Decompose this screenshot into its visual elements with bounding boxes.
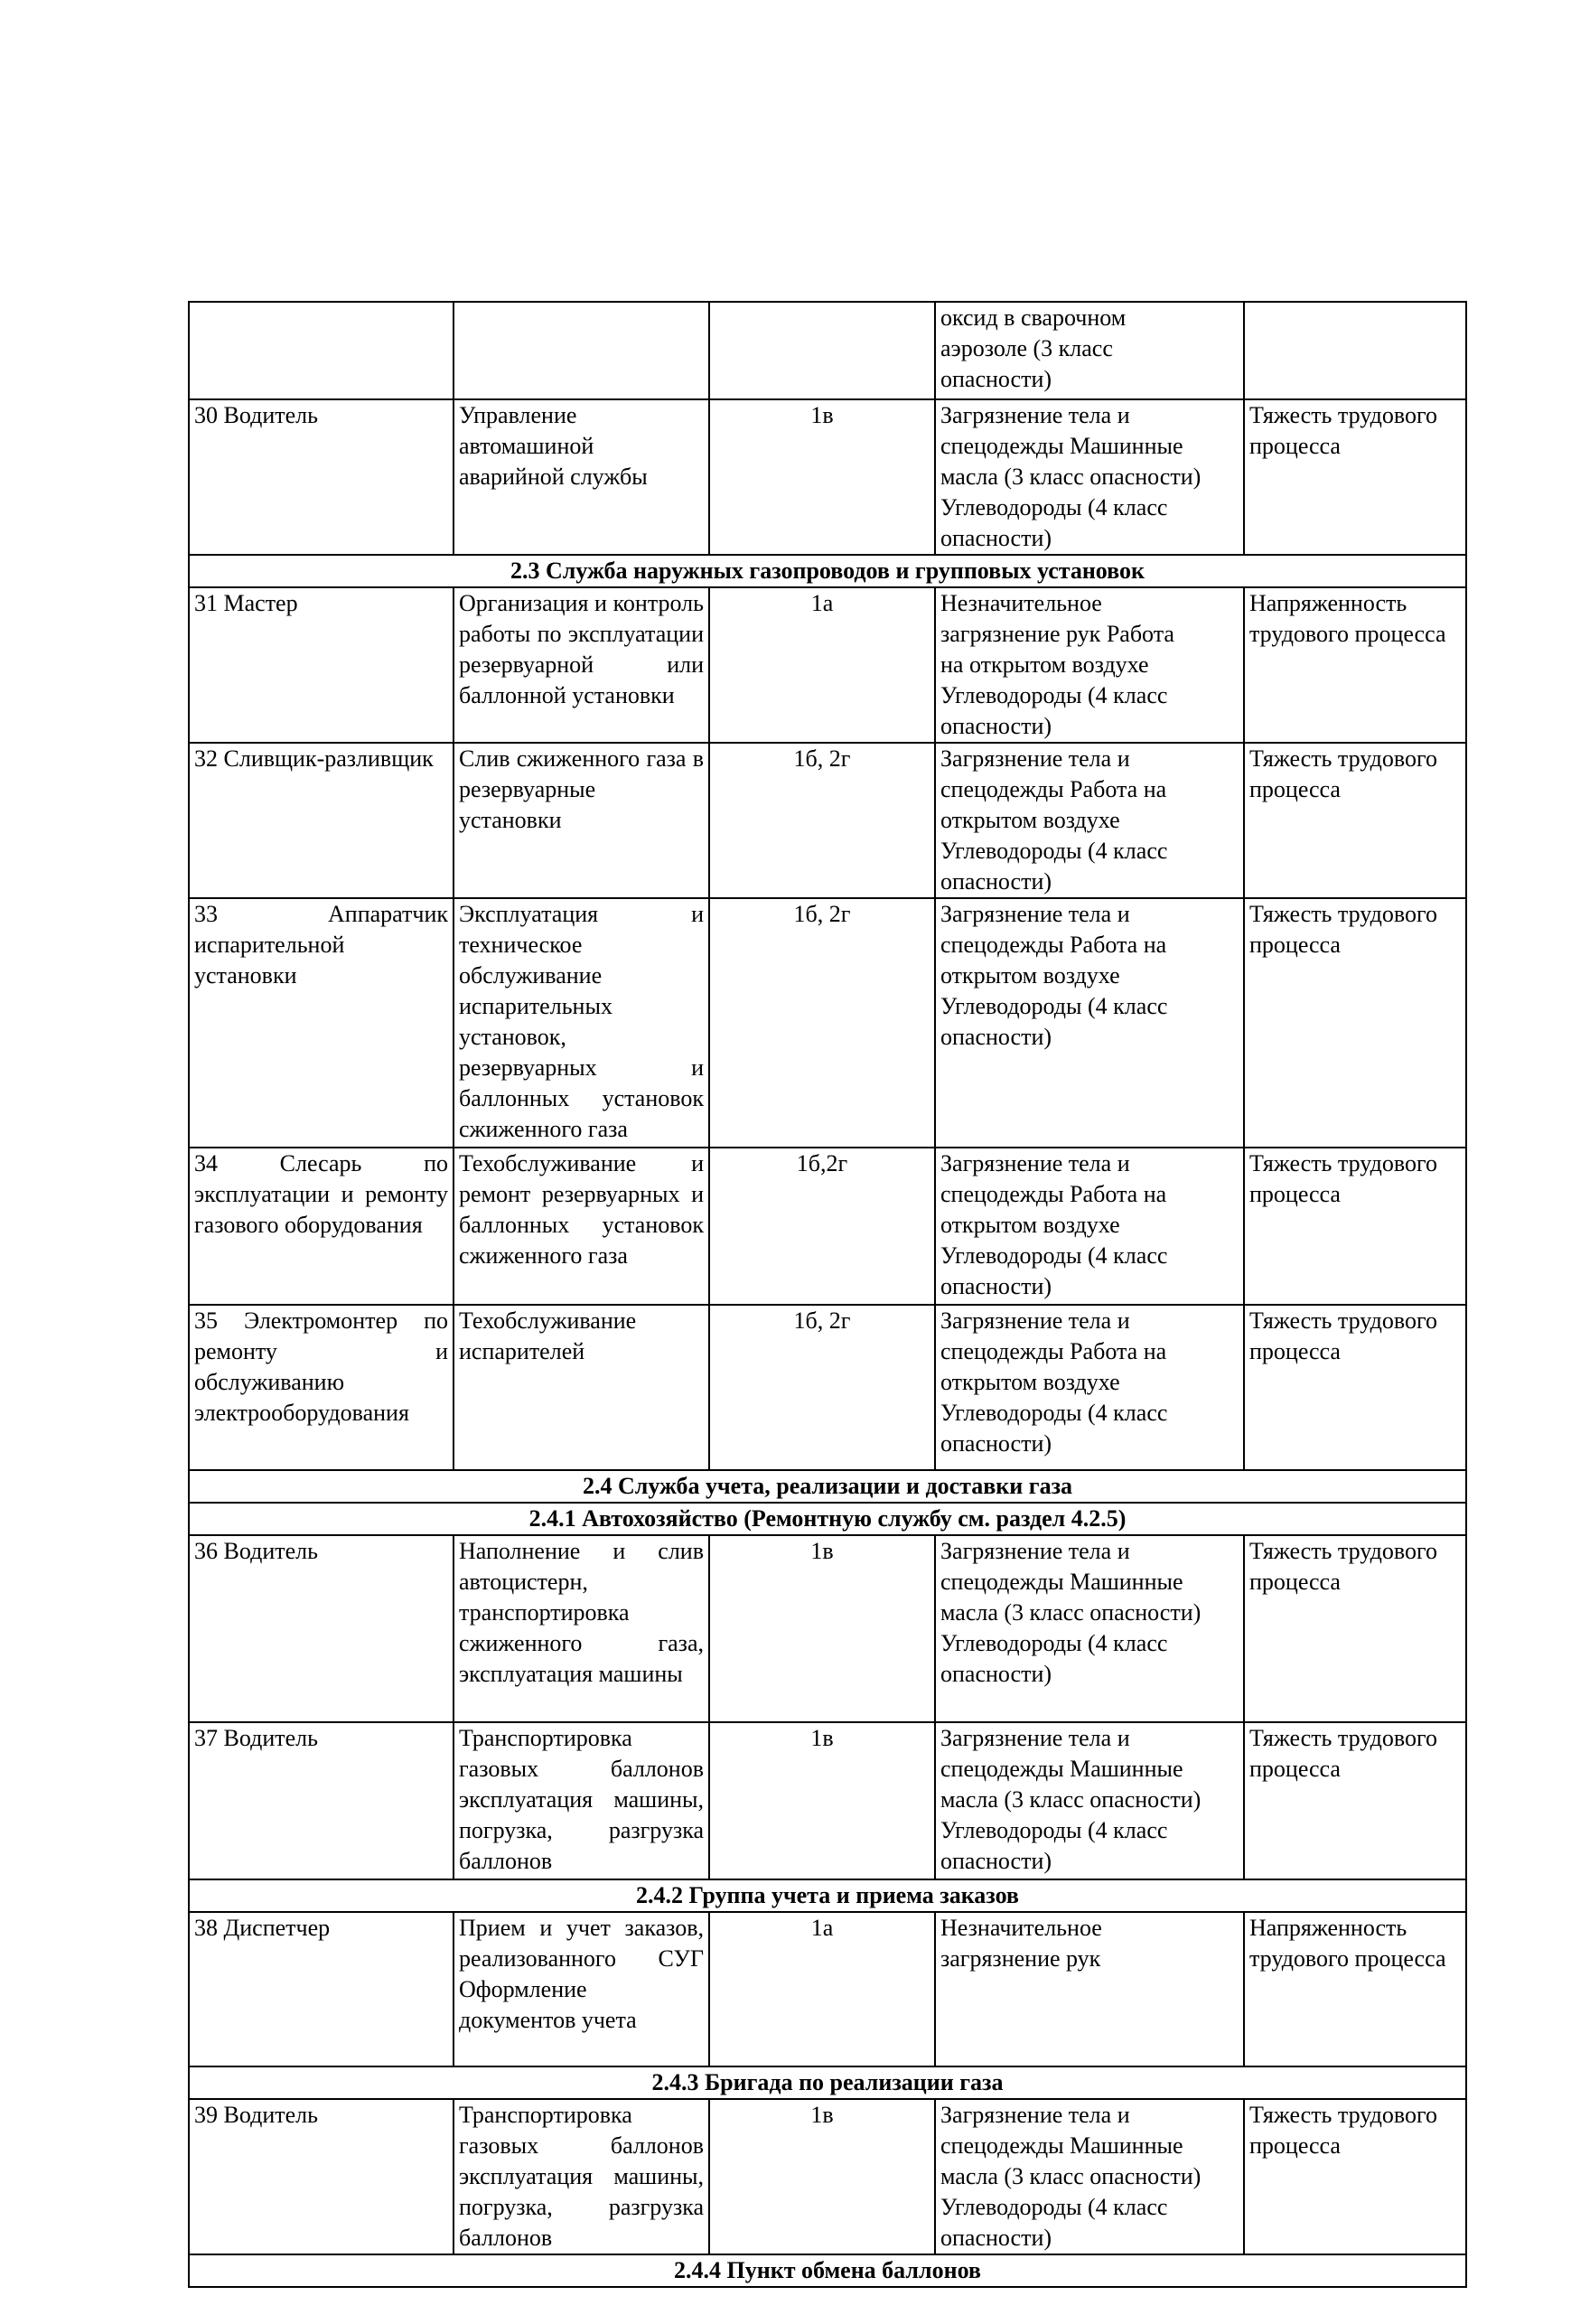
- harmful-factor-line: Загрязнение тела и: [940, 1307, 1130, 1334]
- harmful-factor-line: Загрязнение тела и: [940, 745, 1130, 772]
- harmful-factors-cell: [935, 1912, 1244, 2066]
- table-row: [189, 743, 1466, 898]
- work-type-cell: Организация и контроль работы по эксплуатации резервуарной или баллонной установки: [454, 587, 709, 743]
- harmful-factor-line: опасности): [940, 1273, 1052, 1299]
- section-heading: 2.3 Служба наружных газопроводов и групповых установок: [189, 555, 1466, 587]
- section-heading: 2.4.2 Группа учета и приема заказов: [189, 1879, 1466, 1912]
- table-row: [189, 1535, 1466, 1722]
- harmful-factor-line: Незначительное: [940, 590, 1102, 616]
- harmful-factor-line: спецодежды Машинные: [940, 2132, 1183, 2159]
- profession-cell: 30 Водитель: [189, 399, 454, 555]
- harmful-factor-line: опасности): [940, 1430, 1052, 1457]
- class-code-cell: 1б,2г: [709, 1148, 935, 1305]
- harmful-factor-line: аэрозоле (3 класс: [940, 335, 1113, 361]
- work-type-cell: Техобслуживание испарителей: [454, 1305, 709, 1470]
- harmful-factor-line: масла (3 класс опасности): [940, 2163, 1202, 2189]
- harmful-factor-line: спецодежды Работа на: [940, 932, 1167, 958]
- harmful-factor-line: Углеводороды (4 класс: [940, 1630, 1168, 1656]
- profession-cell: 35 Электромонтер по ремонту и обслуживанию электрооборудования: [189, 1305, 454, 1470]
- section-heading: 2.4.1 Автохозяйство (Ремонтную службу см. раздел 4.2.5): [189, 1503, 1466, 1535]
- harmful-factor-line: открытом воздухе: [940, 1212, 1120, 1238]
- section-heading-row: [189, 2254, 1466, 2287]
- class-code-cell: 1а: [709, 587, 935, 743]
- labor-process-cell: Напряженность трудового процесса: [1244, 1912, 1466, 2066]
- harmful-factor-line: опасности): [940, 525, 1052, 551]
- work-type-cell: Техобслуживание и ремонт резервуарных и баллонных установок сжиженного газа: [454, 1148, 709, 1305]
- harmful-factors-cell: [935, 587, 1244, 743]
- labor-process-cell: Тяжесть трудового процесса: [1244, 1535, 1466, 1722]
- class-code-cell: 1б, 2г: [709, 1305, 935, 1470]
- work-type-cell: Транспортировка газовых баллонов эксплуатация машины, погрузка, разгрузка баллонов: [454, 1722, 709, 1879]
- harmful-factor-line: открытом воздухе: [940, 1369, 1120, 1395]
- harmful-factor-line: Углеводороды (4 класс: [940, 993, 1168, 1019]
- profession-cell: 36 Водитель: [189, 1535, 454, 1722]
- labor-process-cell: [1244, 302, 1466, 399]
- profession-cell: [189, 302, 454, 399]
- work-type-cell: Слив сжиженного газа в резервуарные установки: [454, 743, 709, 898]
- work-type-cell: Наполнение и слив автоцистерн, транспортировка сжиженного газа, эксплуатация машины: [454, 1535, 709, 1722]
- labor-process-cell: Тяжесть трудового процесса: [1244, 399, 1466, 555]
- harmful-factor-line: Загрязнение тела и: [940, 1725, 1130, 1751]
- harmful-factor-line: опасности): [940, 366, 1052, 392]
- harmful-factor-line: Загрязнение тела и: [940, 2102, 1130, 2128]
- profession-cell: 33 Аппаратчик испарительной установки: [189, 898, 454, 1148]
- work-type-cell: Прием и учет заказов, реализованного СУГ Оформление документов учета: [454, 1912, 709, 2066]
- harmful-factors-cell: [935, 1305, 1244, 1470]
- harmful-factor-line: Углеводороды (4 класс: [940, 1400, 1168, 1426]
- harmful-factor-line: опасности): [940, 1661, 1052, 1687]
- class-code-cell: 1в: [709, 1722, 935, 1879]
- harmful-factors-cell: [935, 743, 1244, 898]
- harmful-factors-cell: [935, 1148, 1244, 1305]
- harmful-factor-line: опасности): [940, 1848, 1052, 1874]
- class-code-cell: 1в: [709, 2099, 935, 2254]
- harmful-factor-line: Незначительное: [940, 1915, 1102, 1941]
- table-row: [189, 1305, 1466, 1470]
- harmful-factor-line: Углеводороды (4 класс: [940, 494, 1168, 520]
- harmful-factor-line: Загрязнение тела и: [940, 901, 1130, 927]
- harmful-factor-line: Загрязнение тела и: [940, 402, 1130, 428]
- section-heading: 2.4.3 Бригада по реализации газа: [189, 2066, 1466, 2099]
- profession-cell: 32 Сливщик-разливщик: [189, 743, 454, 898]
- harmful-factor-line: Углеводороды (4 класс: [940, 2194, 1168, 2220]
- profession-cell: 34 Слесарь по эксплуатации и ремонту газового оборудования: [189, 1148, 454, 1305]
- class-code-cell: [709, 302, 935, 399]
- harmful-factor-line: масла (3 класс опасности): [940, 464, 1202, 490]
- harmful-factor-line: Загрязнение тела и: [940, 1150, 1130, 1176]
- labor-process-cell: Напряженность трудового процесса: [1244, 587, 1466, 743]
- harmful-factor-line: Углеводороды (4 класс: [940, 1242, 1168, 1269]
- harmful-factor-line: открытом воздухе: [940, 962, 1120, 989]
- work-type-cell: Управление автомашиной аварийной службы: [454, 399, 709, 555]
- labor-process-cell: Тяжесть трудового процесса: [1244, 898, 1466, 1148]
- section-heading-row: [189, 1470, 1466, 1503]
- labor-process-cell: Тяжесть трудового процесса: [1244, 1148, 1466, 1305]
- class-code-cell: 1а: [709, 1912, 935, 2066]
- class-code-cell: 1б, 2г: [709, 743, 935, 898]
- harmful-factor-line: масла (3 класс опасности): [940, 1599, 1202, 1626]
- table-row: [189, 1912, 1466, 2066]
- table-row: [189, 1722, 1466, 1879]
- section-heading-row: [189, 1503, 1466, 1535]
- harmful-factor-line: Загрязнение тела и: [940, 1538, 1130, 1564]
- harmful-factor-line: загрязнение рук: [940, 1945, 1101, 1972]
- harmful-factors-cell: [935, 1535, 1244, 1722]
- harmful-factors-cell: [935, 1722, 1244, 1879]
- profession-cell: 37 Водитель: [189, 1722, 454, 1879]
- harmful-factor-line: спецодежды Машинные: [940, 433, 1183, 459]
- section-heading-row: [189, 1879, 1466, 1912]
- harmful-factor-line: опасности): [940, 2225, 1052, 2251]
- harmful-factor-line: оксид в сварочном: [940, 305, 1127, 331]
- harmful-factors-cell: [935, 2099, 1244, 2254]
- table-row: [189, 1148, 1466, 1305]
- labor-process-cell: Тяжесть трудового процесса: [1244, 1305, 1466, 1470]
- class-code-cell: 1б, 2г: [709, 898, 935, 1148]
- class-code-cell: 1в: [709, 399, 935, 555]
- labor-process-cell: Тяжесть трудового процесса: [1244, 743, 1466, 898]
- table-row: [189, 302, 1466, 399]
- harmful-factor-line: опасности): [940, 713, 1052, 739]
- profession-cell: 31 Мастер: [189, 587, 454, 743]
- document-table: [188, 301, 1467, 2288]
- profession-cell: 39 Водитель: [189, 2099, 454, 2254]
- labor-process-cell: Тяжесть трудового процесса: [1244, 1722, 1466, 1879]
- harmful-factor-line: опасности): [940, 868, 1052, 895]
- section-heading-row: [189, 555, 1466, 587]
- harmful-factor-line: спецодежды Работа на: [940, 776, 1167, 802]
- harmful-factor-line: спецодежды Машинные: [940, 1756, 1183, 1782]
- work-type-cell: [454, 302, 709, 399]
- table-row: [189, 399, 1466, 555]
- work-type-cell: Транспортировка газовых баллонов эксплуатация машины, погрузка, разгрузка баллонов: [454, 2099, 709, 2254]
- harmful-factors-cell: [935, 399, 1244, 555]
- harmful-factor-line: спецодежды Работа на: [940, 1338, 1167, 1364]
- table-row: [189, 2099, 1466, 2254]
- section-heading: 2.4 Служба учета, реализации и доставки газа: [189, 1470, 1466, 1503]
- labor-process-cell: Тяжесть трудового процесса: [1244, 2099, 1466, 2254]
- harmful-factor-line: загрязнение рук Работа: [940, 621, 1174, 647]
- harmful-factor-line: Углеводороды (4 класс: [940, 1817, 1168, 1843]
- harmful-factors-cell: [935, 302, 1244, 399]
- section-heading-row: [189, 2066, 1466, 2099]
- harmful-factor-line: Углеводороды (4 класс: [940, 682, 1168, 708]
- harmful-factor-line: спецодежды Работа на: [940, 1181, 1167, 1207]
- harmful-factor-line: масла (3 класс опасности): [940, 1786, 1202, 1813]
- class-code-cell: 1в: [709, 1535, 935, 1722]
- harmful-factor-line: спецодежды Машинные: [940, 1569, 1183, 1595]
- harmful-factor-line: опасности): [940, 1024, 1052, 1050]
- harmful-factor-line: на открытом воздухе: [940, 651, 1149, 678]
- harmful-factors-cell: [935, 898, 1244, 1148]
- harmful-factor-line: Углеводороды (4 класс: [940, 838, 1168, 864]
- profession-cell: 38 Диспетчер: [189, 1912, 454, 2066]
- harmful-factor-line: открытом воздухе: [940, 807, 1120, 833]
- work-type-cell: Эксплуатация и техническое обслуживание испарительных установок, резервуарных и баллонных установок сжиженного газа: [454, 898, 709, 1148]
- section-heading: 2.4.4 Пункт обмена баллонов: [189, 2254, 1466, 2287]
- table-row: [189, 898, 1466, 1148]
- table-row: [189, 587, 1466, 743]
